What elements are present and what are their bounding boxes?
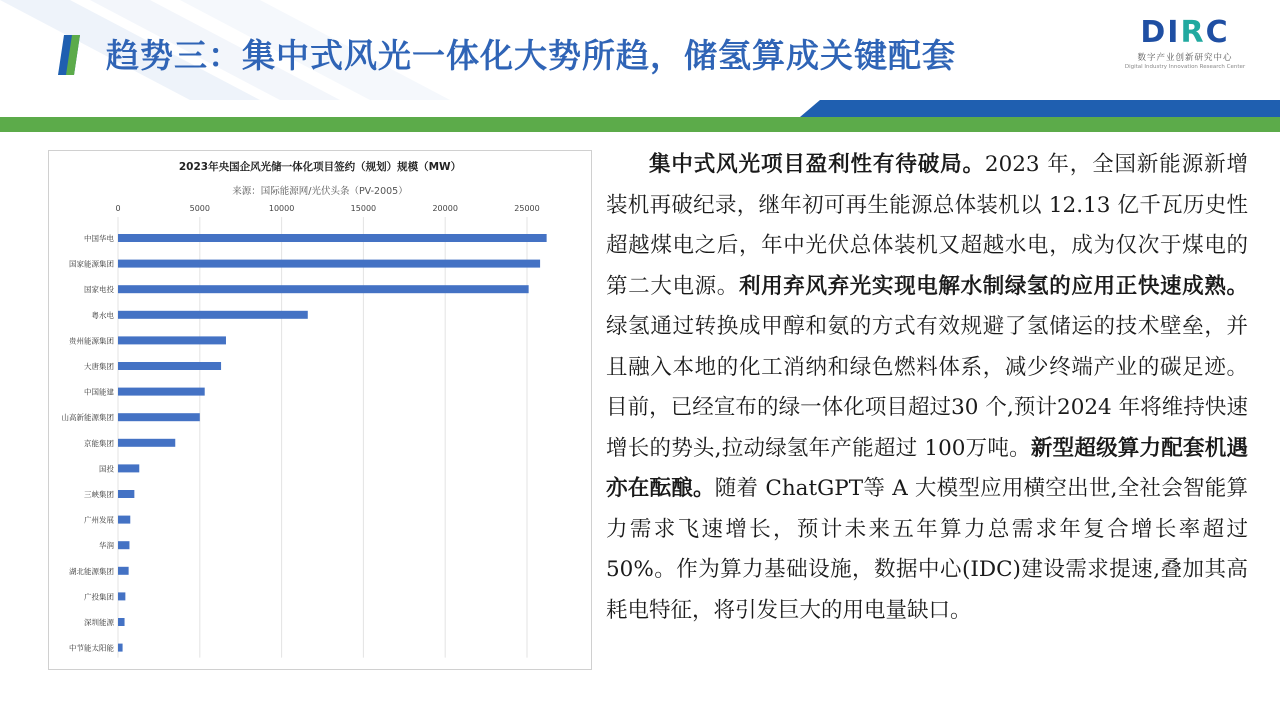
highlight-1: 集中式风光项目盈利性有待破局。	[649, 152, 985, 177]
category-label: 国家能源集团	[69, 259, 114, 269]
bar	[118, 336, 226, 344]
header-band	[0, 100, 1280, 134]
page-title: 趋势三：集中式风光一体化大势所趋，储氢算成关键配套	[106, 36, 956, 75]
category-label: 山高新能源集团	[61, 413, 114, 423]
tick-label: 5000	[189, 204, 210, 213]
chart-source: 来源：国际能源网/光伏头条（PV-2005）	[232, 186, 408, 197]
bar	[118, 439, 175, 447]
bar-chart	[48, 150, 592, 670]
bar	[118, 260, 540, 268]
chart-title: 2023年央国企风光储一体化项目签约（规划）规模（MW）	[178, 161, 462, 173]
body-text	[606, 145, 1248, 631]
dirc-logo	[1120, 15, 1250, 70]
logo-subtitle: 数字产业创新研究中心	[1137, 53, 1233, 63]
category-label: 粤水电	[91, 310, 114, 320]
bar	[118, 567, 129, 575]
bar	[118, 618, 125, 626]
tick-label: 25000	[514, 204, 540, 213]
body-text-1: 2023 年，全国新能源新增装机再破纪录，继年初可再生能源总体装机以 12.13 亿千瓦历史性超越煤电之后，年中光伏总体装机又超越水电，成为仅次于煤电的第二大电源。	[606, 152, 1248, 299]
category-label: 贵州能源集团	[69, 336, 114, 346]
tick-label: 20000	[432, 204, 458, 213]
body-text-3: 随着 ChatGPT等 A 大模型应用横空出世,全社会智能算力需求飞速增长，预计未来五年算力总需求年复合增长率超过50%。作为算力基础设施，数据中心(IDC)建设需求提速,叠加其高耗电特征，将引发巨大的用电量缺口。	[606, 476, 1248, 623]
category-label: 华润	[99, 541, 114, 551]
tick-label: 15000	[350, 204, 377, 213]
tick-label: 0	[115, 204, 121, 213]
body-text-2: 绿氢通过转换成甲醇和氨的方式有效规避了氢储运的技术壁垒，并且融入本地的化工消纳和绿色燃料体系，减少终端产业的碳足迹。目前，已经宣布的绿一体化项目超过30 个,预计2024 年将维持快速增长的势头,拉动绿氢年产能超过 100万吨。	[606, 314, 1248, 461]
highlight-3: 新型超级算力配套机遇亦在酝酿。	[606, 435, 1248, 501]
bar	[118, 285, 529, 293]
chart-plot	[49, 151, 591, 669]
category-label: 中节能太阳能	[69, 643, 114, 653]
logo-wordmark: DIRC	[1140, 15, 1230, 50]
category-label: 国家电投	[84, 285, 114, 295]
category-label: 京能集团	[84, 438, 114, 448]
bar	[118, 541, 129, 549]
category-label: 广州发展	[84, 515, 114, 525]
bar	[118, 311, 308, 319]
bar	[118, 388, 205, 396]
category-label: 深圳能源	[84, 618, 114, 627]
bar	[118, 490, 134, 498]
category-label: 中国能建	[84, 387, 114, 397]
category-label: 大唐集团	[84, 362, 114, 371]
logo-english: Digital Industry Innovation Research Center	[1124, 64, 1246, 70]
tick-label: 10000	[268, 204, 295, 213]
bar	[118, 362, 221, 370]
category-label: 湖北能源集团	[69, 566, 114, 576]
title-mark-icon	[58, 35, 80, 75]
category-label: 国投	[99, 464, 114, 474]
bar	[118, 413, 200, 421]
bar	[118, 516, 130, 524]
bar	[118, 464, 139, 472]
highlight-2: 利用弃风弃光实现电解水制绿氢的应用正快速成熟。	[738, 273, 1248, 299]
bar	[118, 644, 123, 652]
category-label: 三峡集团	[84, 490, 114, 499]
category-label: 中国华电	[84, 234, 114, 243]
bar	[118, 592, 125, 600]
bar	[118, 234, 547, 242]
category-label: 广投集团	[84, 592, 114, 602]
